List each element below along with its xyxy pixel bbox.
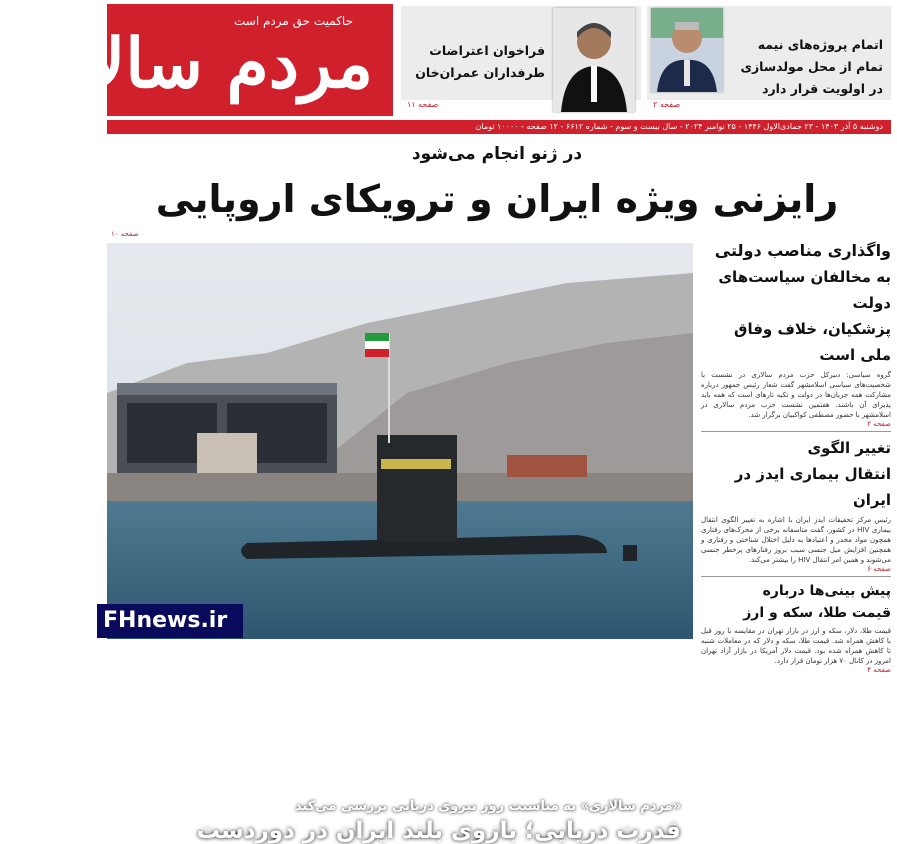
teaser-page-ref-1: صفحه ۲ [653,100,681,109]
story-3-page-ref: صفحه ۴ [867,666,891,674]
story-1-line-1: واگذاری مناصب دولتی [714,241,891,260]
column-divider [701,576,891,577]
teaser-box-2[interactable] [401,6,641,109]
story-1-line-2: به مخالفان سیاست‌های دولت [718,268,891,312]
story-3-body: قیمت طلا، دلار، سکه و ارز در بازار تهران در مقایسه با روز قبل با کاهش همراه شد. قیمت طلا، سکه و دلار که در معاملات شنبه تا کاهش همراه شده بود. قیمت دلار آمریکا در بازار آزاد تهران امروز در کانال ۷۰ هزار تومان قرار دارد. [701,627,891,665]
story-3-line-2: قیمت طلا، سکه و ارز [743,605,891,621]
right-news-column [701,238,891,674]
submarine-photo[interactable] [107,243,693,844]
teaser-portrait-2 [553,8,635,112]
story-2-line-1: تغییر الگوی [807,439,891,457]
photo-caption-title[interactable]: قدرت دریایی؛ بازوی بلند ایران در دوردست [196,818,681,844]
teaser-headline-2: فراخوان اعتراضات طرفداران عمران‌خان [415,43,545,80]
story-1-body: گروه سیاسی: دبیرکل حزب مردم سالاری در نشست با شخصیت‌های سیاسی اسلامشهر گفت شعار رئیس جمهور درباره مشارکت همه جریان‌ها در دولت و تکیه تارهای است که همه باید پذیرای آن باشند. هفتمین نشست حزب مردم سالاری در اسلامشهر با حضور مصطفی کواکبیان برگزار شد. [701,371,891,419]
column-story-1[interactable] [701,238,891,428]
masthead-slogan: حاکمیت حق مردم است [234,14,353,28]
lead-page-ref: صفحه ۱۰ [111,230,139,238]
submarine-scene [107,243,693,639]
site-watermark[interactable] [97,604,243,638]
masthead-logo [0,4,393,116]
column-divider [701,431,891,432]
newspaper-logo-text: مردم سالاری [0,24,373,104]
story-2-page-ref: صفحه ۶ [867,565,891,573]
teaser-box-1[interactable] [647,6,891,109]
story-2-body: رئیس مرکز تحقیقات ایدز ایران با اشاره به تغییر الگوی انتقال بیماری HIV در کشور، گفت متاسفانه برخی از محرک‌های رفتاری همچون مواد مخدر و اعتیادها به دلیل اختلال شناختی و رفتاری و همچنین افزایش میل جنسی سبب بروز رفتارهای پرخطر جنسی می‌شوند و همین امر انتقال HIV را بیشتر می‌کند. [701,516,891,564]
watermark-text: FHnews.ir [103,608,228,633]
lead-kicker: در ژنو انجام می‌شود [411,144,583,164]
story-1-line-3: پزشکیان، خلاف وفاق ملی است [734,320,891,364]
lead-headline[interactable]: رایزنی ویژه ایران و ترویکای اروپایی [155,177,839,221]
story-1-page-ref: صفحه ۲ [867,420,891,428]
teaser-page-ref-2: صفحه ۱۱ [407,100,439,109]
man-portrait-icon [553,8,635,112]
column-story-2[interactable] [701,435,891,573]
man-portrait-icon [651,8,723,92]
teaser-headline-1: اتمام پروژه‌های نیمه تمام از محل مولدسازی در اولویت قرار دارد [740,37,883,96]
story-2-line-2: انتقال بیماری ایدز در ایران [734,465,891,509]
issue-date-bar [107,120,891,134]
column-story-3[interactable] [701,580,891,674]
photo-caption-kicker: «مردم سالاری» به مناسبت روز نیروی دریایی بررسی می‌کند [294,799,681,814]
issue-info: دوشنبه ۵ آذر ۱۴۰۳ - ۲۳ جمادی‌الاول ۱۴۴۶ - ۲۵ نوامبر ۲۰۲۴ - سال بیست و سوم - شماره ۶۶۱۲ - ۱۲ صفحه - ۱۰۰۰۰ تومان [475,122,883,131]
story-3-line-1: پیش بینی‌ها درباره [762,583,891,599]
teaser-portrait-1 [651,8,723,92]
